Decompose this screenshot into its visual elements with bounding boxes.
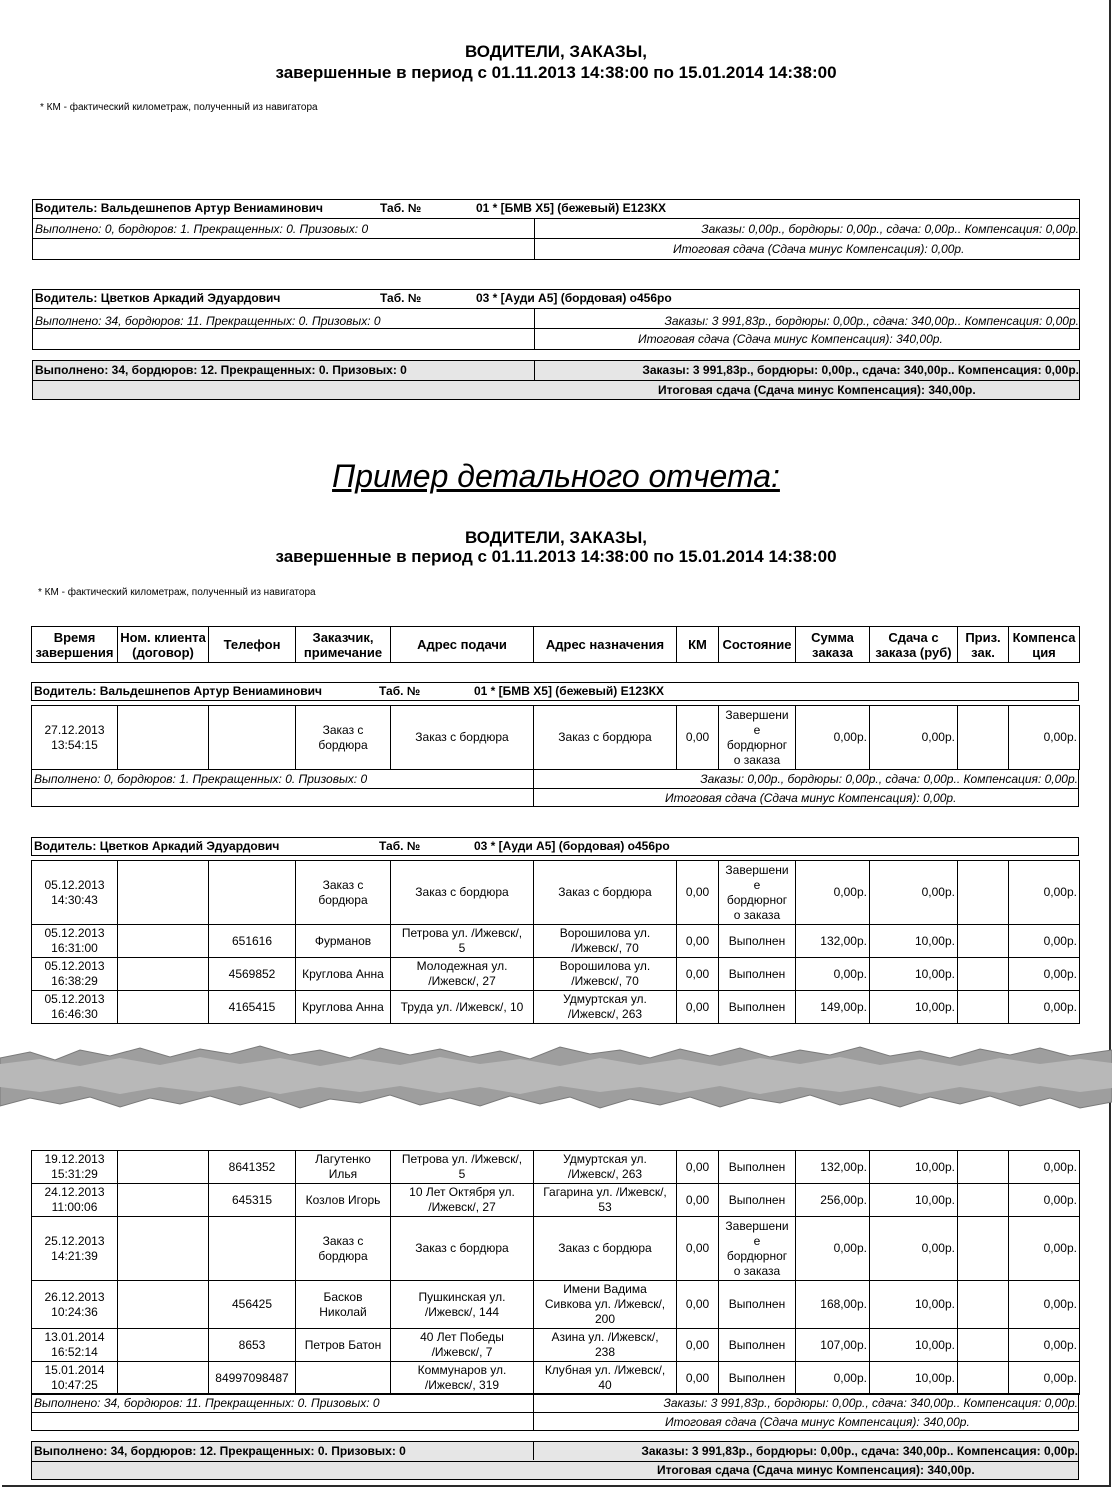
time-cell: 05.12.2013 16:38:29 xyxy=(32,958,118,991)
phone-cell: 4165415 xyxy=(209,991,296,1024)
tab-label: Таб. № xyxy=(380,291,422,305)
client-cell xyxy=(118,958,209,991)
km-cell: 0,00 xyxy=(677,706,719,770)
pickup-address-cell: 40 Лет Победы /Ижевск/, 7 xyxy=(391,1329,534,1362)
pickup-address-cell: Коммунаров ул. /Ижевск/, 319 xyxy=(391,1362,534,1395)
table-row xyxy=(32,1329,1080,1362)
detail-driver-header xyxy=(31,837,1079,856)
column-header: КМ xyxy=(677,627,719,663)
km-cell: 0,00 xyxy=(677,925,719,958)
grand-stats-right: Заказы: 3 991,83р., бордюры: 0,00р., сдача: 340,00р.. Компенсация: 0,00р. xyxy=(641,1444,1078,1458)
time-cell: 05.12.2013 16:31:00 xyxy=(32,925,118,958)
compensation-cell: 0,00р. xyxy=(1009,925,1080,958)
destination-address-cell: Ворошилова ул. /Ижевск/, 70 xyxy=(534,958,677,991)
pickup-address-cell: Заказ с бордюра xyxy=(391,706,534,770)
phone-cell: 645315 xyxy=(209,1184,296,1217)
time-cell: 15.01.2014 10:47:25 xyxy=(32,1362,118,1395)
time-cell: 13.01.2014 16:52:14 xyxy=(32,1329,118,1362)
prize-cell xyxy=(958,861,1009,925)
time-cell: 27.12.2013 13:54:15 xyxy=(32,706,118,770)
torn-paper-divider xyxy=(0,1040,1112,1120)
client-cell xyxy=(118,1281,209,1329)
change-cell: 0,00р. xyxy=(870,861,958,925)
table-row xyxy=(32,1362,1080,1395)
sum-cell: 0,00р. xyxy=(796,958,870,991)
client-cell xyxy=(118,1217,209,1281)
example-heading: Пример детального отчета: xyxy=(332,458,780,494)
customer-cell: Заказ с бордюра xyxy=(296,706,391,770)
compensation-cell: 0,00р. xyxy=(1009,1329,1080,1362)
column-header: Приз. зак. xyxy=(958,627,1009,663)
phone-cell xyxy=(209,1217,296,1281)
compensation-cell: 0,00р. xyxy=(1009,861,1080,925)
table-row xyxy=(32,706,1080,770)
sum-cell: 0,00р. xyxy=(796,1362,870,1395)
change-cell: 10,00р. xyxy=(870,1362,958,1395)
grand-stats-left: Выполнено: 34, бордюров: 12. Прекращенных: 0. Призовых: 0 xyxy=(35,363,407,377)
change-cell: 10,00р. xyxy=(870,991,958,1024)
time-cell: 05.12.2013 16:46:30 xyxy=(32,991,118,1024)
phone-cell: 84997098487 xyxy=(209,1362,296,1395)
change-cell: 10,00р. xyxy=(870,1281,958,1329)
destination-address-cell: Удмуртская ул. /Ижевск/, 263 xyxy=(534,991,677,1024)
status-cell: Завершени е бордюрног о заказа xyxy=(719,706,796,770)
table-row xyxy=(32,991,1080,1024)
km-cell: 0,00 xyxy=(677,1329,719,1362)
grand-stats-left: Выполнено: 34, бордюров: 12. Прекращенных: 0. Призовых: 0 xyxy=(34,1444,406,1458)
footnote: * КМ - фактический километраж, полученный из навигатора xyxy=(38,587,316,598)
phone-cell: 8653 xyxy=(209,1329,296,1362)
prize-cell xyxy=(958,925,1009,958)
destination-address-cell: Ворошилова ул. /Ижевск/, 70 xyxy=(534,925,677,958)
change-cell: 10,00р. xyxy=(870,958,958,991)
customer-cell: Лагутенко Илья xyxy=(296,1151,391,1184)
change-cell: 10,00р. xyxy=(870,1151,958,1184)
status-cell: Выполнен xyxy=(719,958,796,991)
time-cell: 24.12.2013 11:00:06 xyxy=(32,1184,118,1217)
prize-cell xyxy=(958,1151,1009,1184)
table-row xyxy=(32,1281,1080,1329)
table-row xyxy=(32,861,1080,925)
tab-label: Таб. № xyxy=(379,684,421,698)
car-label: 03 * [Ауди А5] (бордовая) о456ро xyxy=(474,839,670,853)
column-header: Сдача с заказа (руб) xyxy=(870,627,958,663)
summary-grand-total xyxy=(32,360,1080,400)
customer-cell: Фурманов xyxy=(296,925,391,958)
compensation-cell: 0,00р. xyxy=(1009,1281,1080,1329)
client-cell xyxy=(118,1151,209,1184)
stats-right: Заказы: 3 991,83р., бордюры: 0,00р., сдача: 340,00р.. Компенсация: 0,00р. xyxy=(664,314,1079,328)
status-cell: Завершени е бордюрног о заказа xyxy=(719,861,796,925)
table-row xyxy=(32,1217,1080,1281)
detail-table-driver1 xyxy=(31,705,1080,770)
destination-address-cell: Гагарина ул. /Ижевск/, 53 xyxy=(534,1184,677,1217)
phone-cell xyxy=(209,861,296,925)
compensation-cell: 0,00р. xyxy=(1009,1184,1080,1217)
pickup-address-cell: Молодежная ул. /Ижевск/, 27 xyxy=(391,958,534,991)
customer-cell: Заказ с бордюра xyxy=(296,861,391,925)
pickup-address-cell: Петрова ул. /Ижевск/, 5 xyxy=(391,925,534,958)
driver-label: Водитель: Вальдешнепов Артур Вениаминович xyxy=(35,201,323,215)
column-header: Адрес подачи xyxy=(391,627,534,663)
tab-label: Таб. № xyxy=(379,839,421,853)
client-cell xyxy=(118,1184,209,1217)
time-cell: 05.12.2013 14:30:43 xyxy=(32,861,118,925)
car-label: 01 * [БМВ Х5] (бежевый) Е123КХ xyxy=(474,684,664,698)
pickup-address-cell: 10 Лет Октября ул. /Ижевск/, 27 xyxy=(391,1184,534,1217)
sum-cell: 168,00р. xyxy=(796,1281,870,1329)
client-cell xyxy=(118,925,209,958)
driver-label: Водитель: Цветков Аркадий Эдуардович xyxy=(34,839,280,853)
report-subtitle: завершенные в период с 01.11.2013 14:38:00 по 15.01.2014 14:38:00 xyxy=(275,547,837,566)
total-line: Итоговая сдача (Сдача минус Компенсация): 340,00р. xyxy=(665,1415,970,1429)
prize-cell xyxy=(958,1217,1009,1281)
total-line: Итоговая сдача (Сдача минус Компенсация): 0,00р. xyxy=(673,242,965,256)
destination-address-cell: Имени Вадима Сивкова ул. /Ижевск/, 200 xyxy=(534,1281,677,1329)
time-cell: 19.12.2013 15:31:29 xyxy=(32,1151,118,1184)
sum-cell: 132,00р. xyxy=(796,925,870,958)
report-title: ВОДИТЕЛИ, ЗАКАЗЫ, xyxy=(464,528,648,547)
change-cell: 10,00р. xyxy=(870,1184,958,1217)
prize-cell xyxy=(958,991,1009,1024)
sum-cell: 0,00р. xyxy=(796,706,870,770)
stats-left: Выполнено: 34, бордюров: 11. Прекращенных: 0. Призовых: 0 xyxy=(35,314,381,328)
phone-cell: 4569852 xyxy=(209,958,296,991)
report-title: ВОДИТЕЛИ, ЗАКАЗЫ, xyxy=(464,42,648,61)
km-cell: 0,00 xyxy=(677,1281,719,1329)
client-cell xyxy=(118,706,209,770)
compensation-cell: 0,00р. xyxy=(1009,706,1080,770)
grand-stats-right: Заказы: 3 991,83р., бордюры: 0,00р., сдача: 340,00р.. Компенсация: 0,00р. xyxy=(642,363,1079,377)
stats-left: Выполнено: 0, бордюров: 1. Прекращенных: 0. Призовых: 0 xyxy=(34,772,368,786)
table-row xyxy=(32,1184,1080,1217)
km-cell: 0,00 xyxy=(677,1362,719,1395)
customer-cell: Петров Батон xyxy=(296,1329,391,1362)
destination-address-cell: Заказ с бордюра xyxy=(534,861,677,925)
km-cell: 0,00 xyxy=(677,1151,719,1184)
client-cell xyxy=(118,861,209,925)
sum-cell: 0,00р. xyxy=(796,1217,870,1281)
sum-cell: 132,00р. xyxy=(796,1151,870,1184)
client-cell xyxy=(118,991,209,1024)
customer-cell: Козлов Игорь xyxy=(296,1184,391,1217)
km-cell: 0,00 xyxy=(677,991,719,1024)
report-subtitle: завершенные в период с 01.11.2013 14:38:00 по 15.01.2014 14:38:00 xyxy=(275,63,837,82)
change-cell: 10,00р. xyxy=(870,925,958,958)
stats-left: Выполнено: 0, бордюров: 1. Прекращенных: 0. Призовых: 0 xyxy=(35,222,369,236)
column-header: Компенса ция xyxy=(1009,627,1080,663)
km-cell: 0,00 xyxy=(677,1217,719,1281)
pickup-address-cell: Заказ с бордюра xyxy=(391,861,534,925)
stats-right: Заказы: 0,00р., бордюры: 0,00р., сдача: 0,00р.. Компенсация: 0,00р. xyxy=(700,772,1078,786)
compensation-cell: 0,00р. xyxy=(1009,958,1080,991)
phone-cell: 8641352 xyxy=(209,1151,296,1184)
prize-cell xyxy=(958,706,1009,770)
customer-cell xyxy=(296,1362,391,1395)
status-cell: Выполнен xyxy=(719,1151,796,1184)
column-header: Заказчик, примечание xyxy=(296,627,391,663)
detail-driver-header xyxy=(31,682,1079,701)
compensation-cell: 0,00р. xyxy=(1009,1151,1080,1184)
status-cell: Выполнен xyxy=(719,1184,796,1217)
prize-cell xyxy=(958,1281,1009,1329)
sum-cell: 256,00р. xyxy=(796,1184,870,1217)
column-header: Ном. клиента (договор) xyxy=(118,627,209,663)
client-cell xyxy=(118,1362,209,1395)
detail-table-driver2-bottom xyxy=(31,1150,1080,1395)
car-label: 01 * [БМВ Х5] (бежевый) Е123КХ xyxy=(476,201,666,215)
km-cell: 0,00 xyxy=(677,1184,719,1217)
compensation-cell: 0,00р. xyxy=(1009,1362,1080,1395)
status-cell: Завершени е бордюрног о заказа xyxy=(719,1217,796,1281)
pickup-address-cell: Петрова ул. /Ижевск/, 5 xyxy=(391,1151,534,1184)
status-cell: Выполнен xyxy=(719,925,796,958)
status-cell: Выполнен xyxy=(719,1362,796,1395)
prize-cell xyxy=(958,1329,1009,1362)
km-cell: 0,00 xyxy=(677,861,719,925)
column-header: Время завершения xyxy=(32,627,118,663)
change-cell: 0,00р. xyxy=(870,1217,958,1281)
detail-driver-footer xyxy=(31,1393,1079,1431)
table-row xyxy=(32,925,1080,958)
phone-cell xyxy=(209,706,296,770)
customer-cell: Круглова Анна xyxy=(296,958,391,991)
sum-cell: 107,00р. xyxy=(796,1329,870,1362)
change-cell: 0,00р. xyxy=(870,706,958,770)
stats-right: Заказы: 0,00р., бордюры: 0,00р., сдача: 0,00р.. Компенсация: 0,00р. xyxy=(701,222,1079,236)
table-row xyxy=(32,958,1080,991)
pickup-address-cell: Труда ул. /Ижевск/, 10 xyxy=(391,991,534,1024)
prize-cell xyxy=(958,1362,1009,1395)
compensation-cell: 0,00р. xyxy=(1009,991,1080,1024)
driver-label: Водитель: Вальдешнепов Артур Вениаминович xyxy=(34,684,322,698)
detail-table-driver2-top xyxy=(31,860,1080,1024)
column-header: Адрес назначения xyxy=(534,627,677,663)
car-label: 03 * [Ауди А5] (бордовая) о456ро xyxy=(476,291,672,305)
change-cell: 10,00р. xyxy=(870,1329,958,1362)
status-cell: Выполнен xyxy=(719,991,796,1024)
column-header: Состояние xyxy=(719,627,796,663)
phone-cell: 651616 xyxy=(209,925,296,958)
status-cell: Выполнен xyxy=(719,1329,796,1362)
pickup-address-cell: Заказ с бордюра xyxy=(391,1217,534,1281)
compensation-cell: 0,00р. xyxy=(1009,1217,1080,1281)
summary-driver-block xyxy=(32,199,1080,260)
km-cell: 0,00 xyxy=(677,958,719,991)
driver-label: Водитель: Цветков Аркадий Эдуардович xyxy=(35,291,281,305)
column-header: Сумма заказа xyxy=(796,627,870,663)
stats-left: Выполнено: 34, бордюров: 11. Прекращенных: 0. Призовых: 0 xyxy=(34,1396,380,1410)
destination-address-cell: Удмуртская ул. /Ижевск/, 263 xyxy=(534,1151,677,1184)
prize-cell xyxy=(958,1184,1009,1217)
customer-cell: Басков Николай xyxy=(296,1281,391,1329)
footnote: * КМ - фактический километраж, полученный из навигатора xyxy=(40,102,318,113)
destination-address-cell: Клубная ул. /Ижевск/, 40 xyxy=(534,1362,677,1395)
tab-label: Таб. № xyxy=(380,201,422,215)
time-cell: 25.12.2013 14:21:39 xyxy=(32,1217,118,1281)
phone-cell: 456425 xyxy=(209,1281,296,1329)
table-row xyxy=(32,1151,1080,1184)
pickup-address-cell: Пушкинская ул. /Ижевск/, 144 xyxy=(391,1281,534,1329)
detail-driver-footer xyxy=(31,769,1079,807)
destination-address-cell: Азина ул. /Ижевск/, 238 xyxy=(534,1329,677,1362)
column-header: Телефон xyxy=(209,627,296,663)
status-cell: Выполнен xyxy=(719,1281,796,1329)
customer-cell: Заказ с бордюра xyxy=(296,1217,391,1281)
customer-cell: Круглова Анна xyxy=(296,991,391,1024)
summary-driver-block xyxy=(32,289,1080,350)
detail-grand-total xyxy=(31,1441,1079,1480)
total-line: Итоговая сдача (Сдача минус Компенсация): 340,00р. xyxy=(638,332,943,346)
destination-address-cell: Заказ с бордюра xyxy=(534,706,677,770)
client-cell xyxy=(118,1329,209,1362)
stats-right: Заказы: 3 991,83р., бордюры: 0,00р., сдача: 340,00р.. Компенсация: 0,00р. xyxy=(663,1396,1078,1410)
prize-cell xyxy=(958,958,1009,991)
time-cell: 26.12.2013 10:24:36 xyxy=(32,1281,118,1329)
sum-cell: 149,00р. xyxy=(796,991,870,1024)
detail-header-table xyxy=(31,626,1080,663)
sum-cell: 0,00р. xyxy=(796,861,870,925)
grand-total-line: Итоговая сдача (Сдача минус Компенсация): 340,00р. xyxy=(658,383,976,397)
destination-address-cell: Заказ с бордюра xyxy=(534,1217,677,1281)
grand-total-line: Итоговая сдача (Сдача минус Компенсация): 340,00р. xyxy=(657,1463,975,1477)
total-line: Итоговая сдача (Сдача минус Компенсация): 0,00р. xyxy=(665,791,957,805)
